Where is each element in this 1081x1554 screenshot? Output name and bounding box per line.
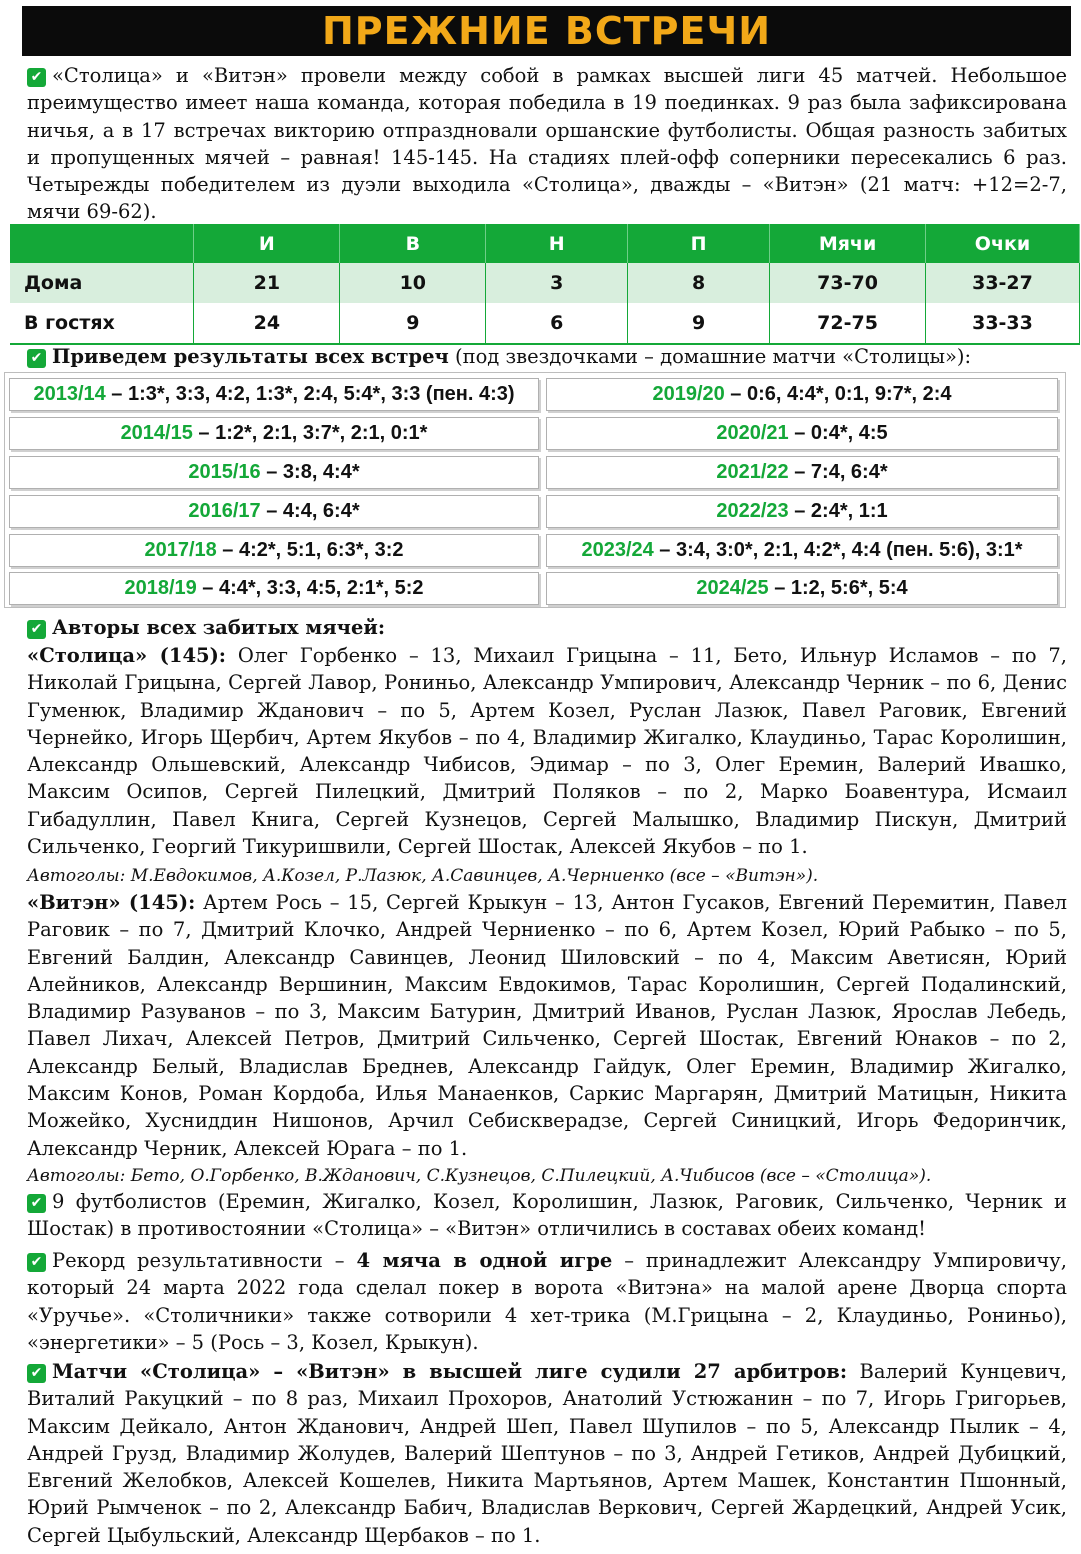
header-cell: Н <box>486 224 628 263</box>
table-cell: 8 <box>628 263 770 303</box>
fact-players <box>27 1188 1067 1243</box>
team-label: «Витэн» (145): <box>27 891 196 914</box>
results-heading-rest: (под звездочками – домашние матчи «Столицы»): <box>448 345 972 368</box>
header-cell: П <box>628 224 770 263</box>
season-scores: – 3:8, 4:4* <box>260 461 360 483</box>
table-cell: 33-27 <box>926 263 1080 303</box>
fact-players-text: 9 футболистов (Еремин, Жигалко, Козел, Королишин, Лазюк, Раговик, Сильченко, Черник и Шостак) в противостоянии «Столица» – «Витэн» отличились в составах обеих команд! <box>27 1190 1067 1241</box>
scorers-heading <box>27 614 1067 641</box>
table-cell: 9 <box>340 303 486 344</box>
results-grid <box>4 372 1066 608</box>
season-scores: – 0:6, 4:4*, 0:1, 9:7*, 2:4 <box>724 383 952 405</box>
referees-heading: Матчи «Столица» – «Витэн» в высшей лиге судили 27 арбитров: <box>52 1360 848 1383</box>
season-scores: – 1:2, 5:6*, 5:4 <box>768 577 908 599</box>
result-cell <box>9 572 539 605</box>
season-label: 2014/15 <box>120 422 193 444</box>
season-label: 2023/24 <box>581 539 654 561</box>
record-paragraph <box>27 1247 1067 1356</box>
season-label: 2016/17 <box>188 500 261 522</box>
checkbox-icon: ✔ <box>27 620 46 639</box>
table-cell: 24 <box>194 303 340 344</box>
checkbox-icon: ✔ <box>27 1194 46 1213</box>
result-cell <box>9 534 539 567</box>
checkbox-icon: ✔ <box>27 1364 46 1383</box>
table-cell: 21 <box>194 263 340 303</box>
viten-own-goals: Автоголы: Бето, О.Горбенко, В.Жданович, С.Кузнецов, С.Пилецкий, А.Чибисов (все – «Столица»). <box>27 1166 932 1186</box>
header-cell: И <box>194 224 340 263</box>
season-scores: – 4:4, 6:4* <box>260 500 360 522</box>
season-label: 2020/21 <box>716 422 789 444</box>
season-label: 2017/18 <box>144 539 217 561</box>
checkbox-icon: ✔ <box>27 349 46 368</box>
team-label: «Столица» (145): <box>27 644 227 667</box>
season-label: 2022/23 <box>716 500 789 522</box>
season-scores: – 3:4, 3:0*, 2:1, 4:2*, 4:4 (пен. 5:6), 3:1* <box>653 539 1023 561</box>
result-cell <box>546 417 1058 450</box>
scorers-list: Артем Рось – 15, Сергей Крыкун – 13, Антон Гусаков, Евгений Перемитин, Павел Раговик – по 7, Дмитрий Клочко, Андрей Черниенко – по 6, Артем Козел, Юрий Рабыко – по 5, Евгений Балдин, Александр Савинцев, Леонид Шиловский – по 4, Максим Аветисян, Юрий Алейников, Александр Вершинин, Максим Евдокимов, Тарас Королишин, Сергей Подалинский, Владимир Разуванов – по 3, Максим Батурин, Дмитрий Иванов, Руслан Лазюк, Ярослав Лебедь, Павел Лихач, Алексей Петров, Дмитрий Сильченко, Сергей Шостак, Евгений Юнаков – по 2, Александр Белый, Владислав Бреднев, Александр Гайдук, Олег Еремин, Владимир Жигалко, Максим Конов, Роман Кордоба, Илья Манаенков, Саркис Маргарян, Дмитрий Матицын, Никита Можейко, Хусниддин Нишонов, Арчил Себискверадзе, Сергей Синицкий, Игорь Федоринчик, Александр Черник, Алексей Юрага – по 1. <box>27 891 1067 1160</box>
season-label: 2021/22 <box>716 461 789 483</box>
referees-list: Валерий Кунцевич, Виталий Ракуцкий – по 8 раз, Михаил Прохоров, Анатолий Устюжанин – по 7, Игорь Григорьев, Максим Дейкало, Антон Жданович, Андрей Шеп, Павел Шупилов – по 5, Александр Пылик – 4, Андрей Грузд, Владимир Жолудев, Валерий Шептунов – по 3, Андрей Гетиков, Андрей Дубицкий, Евгений Желобков, Алексей Кошелев, Никита Мартьянов, Артем Машек, Константин Пшонный, Юрий Рымченок – по 2, Александр Бабич, Владислав Веркович, Сергей Жардецкий, Андрей Усик, Сергей Цыбульский, Александр Щербаков – по 1. <box>27 1360 1067 1547</box>
stolitsa-scorers <box>27 642 1067 860</box>
result-cell <box>9 417 539 450</box>
record-text: Рекорд результативности – <box>52 1249 357 1272</box>
stats-table <box>10 224 1080 345</box>
page-title: ПРЕЖНИЕ ВСТРЕЧИ <box>321 9 771 53</box>
title-banner <box>22 6 1071 56</box>
checkbox-icon: ✔ <box>27 68 46 87</box>
season-scores: – 2:4*, 1:1 <box>788 500 888 522</box>
stolitsa-own-goals: Автоголы: М.Евдокимов, А.Козел, Р.Лазюк, А.Савинцев, А.Черниенко (все – «Витэн»). <box>27 866 819 886</box>
intro-text: «Столица» и «Витэн» провели между собой в рамках высшей лиги 45 матчей. Небольшое преимущество имеет наша команда, которая победила в 19 поединках. 9 раз была зафиксирована ничья, а в 17 встречах викторию отпраздновали оршанские футболисты. Общая разность забитых и пропущенных мячей – равная! 145-145. На стадиях плей-офф соперники пересекались 6 раз. Четырежды победителем из дуэли выходила «Столица», дважды – «Витэн» (21 матч: +12=2-7, мячи 69-62). <box>27 64 1067 224</box>
header-cell: Очки <box>926 224 1080 263</box>
season-label: 2018/19 <box>124 577 197 599</box>
result-cell <box>9 495 539 528</box>
season-scores: – 4:2*, 5:1, 6:3*, 3:2 <box>216 539 404 561</box>
result-cell <box>9 378 539 411</box>
table-cell: 72-75 <box>770 303 926 344</box>
header-cell <box>10 224 194 263</box>
intro-paragraph <box>27 62 1067 226</box>
table-row <box>10 263 1080 303</box>
table-cell: 6 <box>486 303 628 344</box>
header-cell: Мячи <box>770 224 926 263</box>
season-scores: – 7:4, 6:4* <box>788 461 888 483</box>
table-cell: 10 <box>340 263 486 303</box>
result-cell <box>546 456 1058 489</box>
record-highlight: 4 мяча в одной игре <box>356 1249 613 1272</box>
record-text-rest: – принадлежит Александру Умпировичу, который 24 марта 2022 года сделал покер в ворота «Витэна» на малой арене Дворца спорта «Уручье». «Столичники» также сотворили 4 хет-трика (М.Грицына – 2, Клаудиньо, Рониньо), «энергетики» – 5 (Рось – 3, Козел, Крыкун). <box>27 1249 1067 1354</box>
table-cell: 9 <box>628 303 770 344</box>
row-label: В гостях <box>10 303 194 344</box>
result-cell <box>546 495 1058 528</box>
table-cell: 33-33 <box>926 303 1080 344</box>
table-row <box>10 303 1080 344</box>
results-heading-bold: Приведем результаты всех встреч <box>52 345 449 368</box>
row-label: Дома <box>10 263 194 303</box>
season-label: 2015/16 <box>188 461 261 483</box>
season-label: 2024/25 <box>696 577 769 599</box>
checkbox-icon: ✔ <box>27 1253 46 1272</box>
scorers-list: Олег Горбенко – 13, Михаил Грицына – 11, Бето, Ильнур Исламов – по 7, Николай Грицына, Сергей Лавор, Рониньо, Александр Умпирович, Александр Черник – по 6, Денис Гуменюк, Владимир Жданович – по 5, Артем Козел, Руслан Лазюк, Павел Раговик, Евгений Чернейко, Игорь Щербич, Артем Якубов – по 4, Владимир Жигалко, Клаудиньо, Тарас Королишин, Александр Ольшевский, Александр Чибисов, Эдимар – по 3, Олег Еремин, Валерий Ивашко, Максим Осипов, Сергей Пилецкий, Дмитрий Поляков – по 2, Марко Боавентура, Исмаил Гибадуллин, Павел Книга, Сергей Кузнецов, Сергей Малышко, Владимир Пискун, Дмитрий Сильченко, Георгий Тикуришвили, Сергей Шостак, Алексей Якубов – по 1. <box>27 644 1067 859</box>
season-scores: – 4:4*, 3:3, 4:5, 2:1*, 5:2 <box>196 577 424 599</box>
season-label: 2019/20 <box>652 383 725 405</box>
result-cell <box>546 378 1058 411</box>
season-label: 2013/14 <box>33 383 106 405</box>
stats-header-row <box>10 224 1080 263</box>
season-scores: – 1:3*, 3:3, 4:2, 1:3*, 2:4, 5:4*, 3:3 (пен. 4:3) <box>105 383 515 405</box>
referees-paragraph <box>27 1358 1067 1549</box>
viten-scorers <box>27 889 1067 1162</box>
table-cell: 73-70 <box>770 263 926 303</box>
header-cell: В <box>340 224 486 263</box>
season-scores: – 0:4*, 4:5 <box>788 422 888 444</box>
result-cell <box>9 456 539 489</box>
scorers-heading-text: Авторы всех забитых мячей: <box>52 616 386 639</box>
season-scores: – 1:2*, 2:1, 3:7*, 2:1, 0:1* <box>192 422 428 444</box>
table-cell: 3 <box>486 263 628 303</box>
results-heading <box>27 343 1067 370</box>
result-cell <box>546 534 1058 567</box>
result-cell <box>546 572 1058 605</box>
